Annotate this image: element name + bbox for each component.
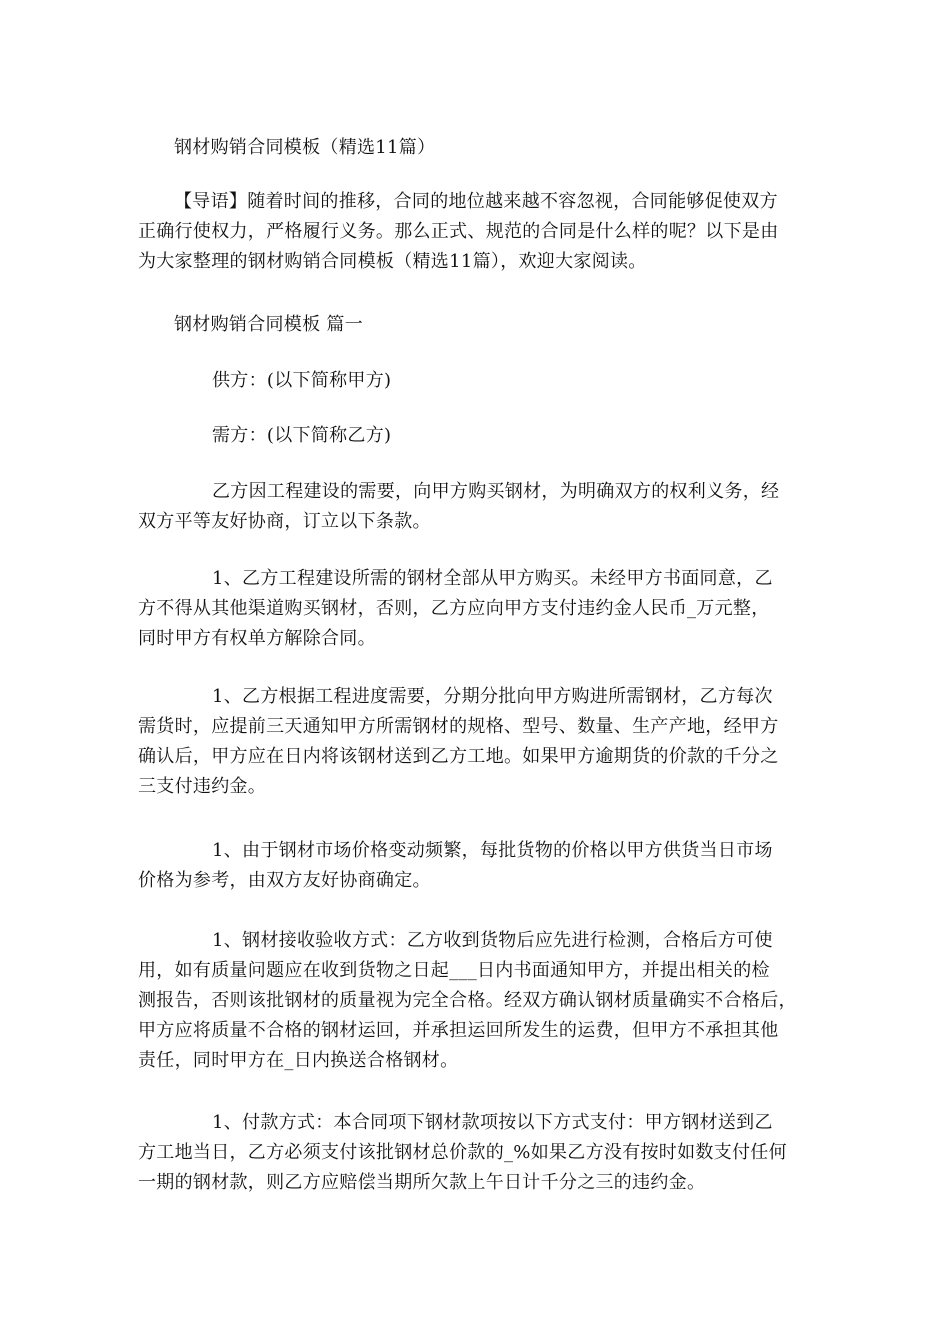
section-heading xyxy=(138,310,810,340)
clause-line: 三支付违约金。 xyxy=(138,776,267,797)
clause-line: 方不得从其他渠道购买钢材，否则，乙方应向甲方支付违约金人民币_万元整， xyxy=(138,598,770,619)
clause-line: 需货时，应提前三天通知甲方所需钢材的规格、型号、数量、生产产地，经甲方 xyxy=(138,716,779,737)
clause-line: 同时甲方有权单方解除合同。 xyxy=(138,628,376,649)
clause-line: 1、由于钢材市场价格变动频繁，每批货物的价格以甲方供货当日市场 xyxy=(212,840,773,861)
supplier-line: 供方：(以下简称甲方) xyxy=(212,370,392,391)
clause-paragraph xyxy=(138,836,810,896)
clause-line: 方工地当日，乙方必须支付该批钢材总价款的_%如果乙方没有按时如数支付任何 xyxy=(138,1142,787,1163)
title-line: 钢材购销合同模板（精选11篇） xyxy=(174,137,436,158)
preamble-line: 双方平等友好协商，订立以下条款。 xyxy=(138,511,431,532)
clause-line: 用，如有质量问题应在收到货物之日起___日内书面通知甲方，并提出相关的检 xyxy=(138,960,770,981)
clause-line: 责任，同时甲方在_日内换送合格钢材。 xyxy=(138,1050,459,1071)
preamble-line: 乙方因工程建设的需要，向甲方购买钢材，为明确双方的权利义务，经 xyxy=(212,481,780,502)
buyer-paragraph xyxy=(138,421,810,451)
clause-line: 1、乙方根据工程进度需要，分期分批向甲方购进所需钢材，乙方每次 xyxy=(212,686,773,707)
intro-line: 【导语】随着时间的推移，合同的地位越来越不容忽视，合同能够促使双方 xyxy=(174,191,778,212)
document-title xyxy=(138,133,810,163)
clause-line: 甲方应将质量不合格的钢材运回，并承担运回所发生的运费，但甲方不承担其他 xyxy=(138,1020,779,1041)
clause-line: 1、乙方工程建设所需的钢材全部从甲方购买。未经甲方书面同意，乙 xyxy=(212,568,773,589)
supplier-paragraph xyxy=(138,366,810,396)
intro-paragraph xyxy=(138,187,810,277)
clause-line: 一期的钢材款，则乙方应赔偿当期所欠款上午日计千分之三的违约金。 xyxy=(138,1172,706,1193)
clause-line: 1、付款方式：本合同项下钢材款项按以下方式支付：甲方钢材送到乙 xyxy=(212,1112,773,1133)
clause-paragraph xyxy=(138,682,810,802)
intro-line: 正确行使权力，严格履行义务。那么正式、规范的合同是什么样的呢？以下是由 xyxy=(138,221,779,242)
clause-line: 价格为参考，由双方友好协商确定。 xyxy=(138,870,431,891)
clause-paragraph xyxy=(138,926,810,1076)
preamble-paragraph xyxy=(138,477,810,537)
clause-line: 确认后，甲方应在日内将该钢材送到乙方工地。如果甲方逾期货的价款的千分之 xyxy=(138,746,779,767)
buyer-line: 需方：(以下简称乙方) xyxy=(212,425,392,446)
intro-line: 为大家整理的钢材购销合同模板（精选11篇），欢迎大家阅读。 xyxy=(138,251,647,272)
clause-line: 测报告，否则该批钢材的质量视为完全合格。经双方确认钢材质量确实不合格后， xyxy=(138,990,797,1011)
section-heading-line: 钢材购销合同模板 篇一 xyxy=(174,314,364,335)
clause-line: 1、钢材接收验收方式：乙方收到货物后应先进行检测，合格后方可使 xyxy=(212,930,773,951)
clause-paragraph xyxy=(138,1108,810,1198)
clause-paragraph xyxy=(138,564,810,654)
